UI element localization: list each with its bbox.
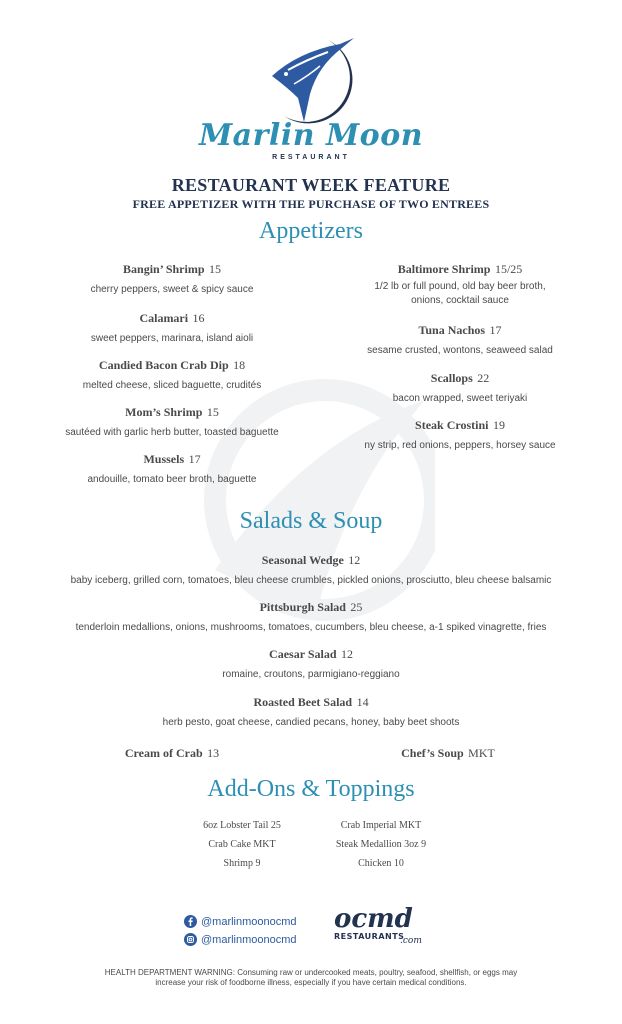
addons-right-list <box>318 820 444 877</box>
menu-item: Seasonal Wedge 12 baby iceberg, grilled corn, tomatoes, bleu cheese crumbles, pickled onions, prosciutto, bleu cheese balsamic <box>70 553 552 586</box>
menu-item: Calamari 16 sweet peppers, marinara, island aioli <box>90 311 254 344</box>
soup-item: Chef’s Soup MKT <box>401 746 495 760</box>
menu-item: Tuna Nachos 17 sesame crusted, wontons, seaweed salad <box>367 323 553 356</box>
addon-item: Steak Medallion 3oz 9 <box>335 839 427 850</box>
menu-item: Scallops 22 bacon wrapped, sweet teriyaki <box>392 371 528 404</box>
health-warning: HEALTH DEPARTMENT WARNING: Consuming raw or undercooked meats, poultry, seafood, shellfish, or eggs may increase your risk of foodborne illness, especially if you have certain medical conditions. <box>104 968 518 987</box>
soup-item: Cream of Crab 13 <box>124 746 220 760</box>
instagram-icon <box>184 933 197 946</box>
addons-left-list <box>182 820 302 877</box>
feature-subtitle: FREE APPETIZER WITH THE PURCHASE OF TWO ENTREES <box>132 197 490 211</box>
menu-item: Caesar Salad 12 romaine, croutons, parmigiano-reggiano <box>222 647 400 680</box>
menu-item: Pittsburgh Salad 25 tenderloin medallions, onions, mushrooms, tomatoes, cucumbers, bleu cheese, a-1 spiked vinagrette, fries <box>75 600 547 633</box>
addon-item: Crab Imperial MKT <box>340 820 422 831</box>
menu-item: Bangin’ Shrimp 15 cherry peppers, sweet & spicy sauce <box>90 262 254 295</box>
facebook-icon <box>184 915 197 928</box>
instagram-link[interactable]: @marlinmoonocmd <box>184 933 297 946</box>
ocmd-restaurants-logo: ocmd RESTAURANTS .com <box>334 904 422 946</box>
addon-item: Crab Cake MKT <box>208 839 276 850</box>
feature-title: RESTAURANT WEEK FEATURE <box>171 175 451 195</box>
brand-name: Marlin Moon <box>198 118 424 153</box>
addon-item: Shrimp 9 <box>223 858 261 869</box>
addon-item: 6oz Lobster Tail 25 <box>203 820 281 831</box>
addon-item: Chicken 10 <box>358 858 404 869</box>
menu-item: Candied Bacon Crab Dip 18 melted cheese, sliced baguette, crudités <box>82 358 262 391</box>
menu-item: Baltimore Shrimp 15/25 1/2 lb or full pound, old bay beer broth, onions, cocktail sauce <box>374 262 546 306</box>
appetizers-title: Appetizers <box>259 218 363 244</box>
brand-tagline: RESTAURANT <box>272 154 350 161</box>
addons-title: Add-Ons & Toppings <box>207 776 415 802</box>
menu-item: Steak Crostini 19 ny strip, red onions, peppers, horsey sauce <box>364 418 556 451</box>
salads-title: Salads & Soup <box>239 508 383 534</box>
menu-item: Mussels 17 andouille, tomato beer broth, baguette <box>87 452 257 485</box>
facebook-link[interactable]: @marlinmoonocmd <box>184 915 297 928</box>
marlin-moon-logo-icon <box>258 36 368 128</box>
menu-item: Mom’s Shrimp 15 sautéed with garlic herb butter, toasted baguette <box>65 405 279 438</box>
menu-item: Roasted Beet Salad 14 herb pesto, goat cheese, candied pecans, honey, baby beet shoots <box>162 695 460 728</box>
